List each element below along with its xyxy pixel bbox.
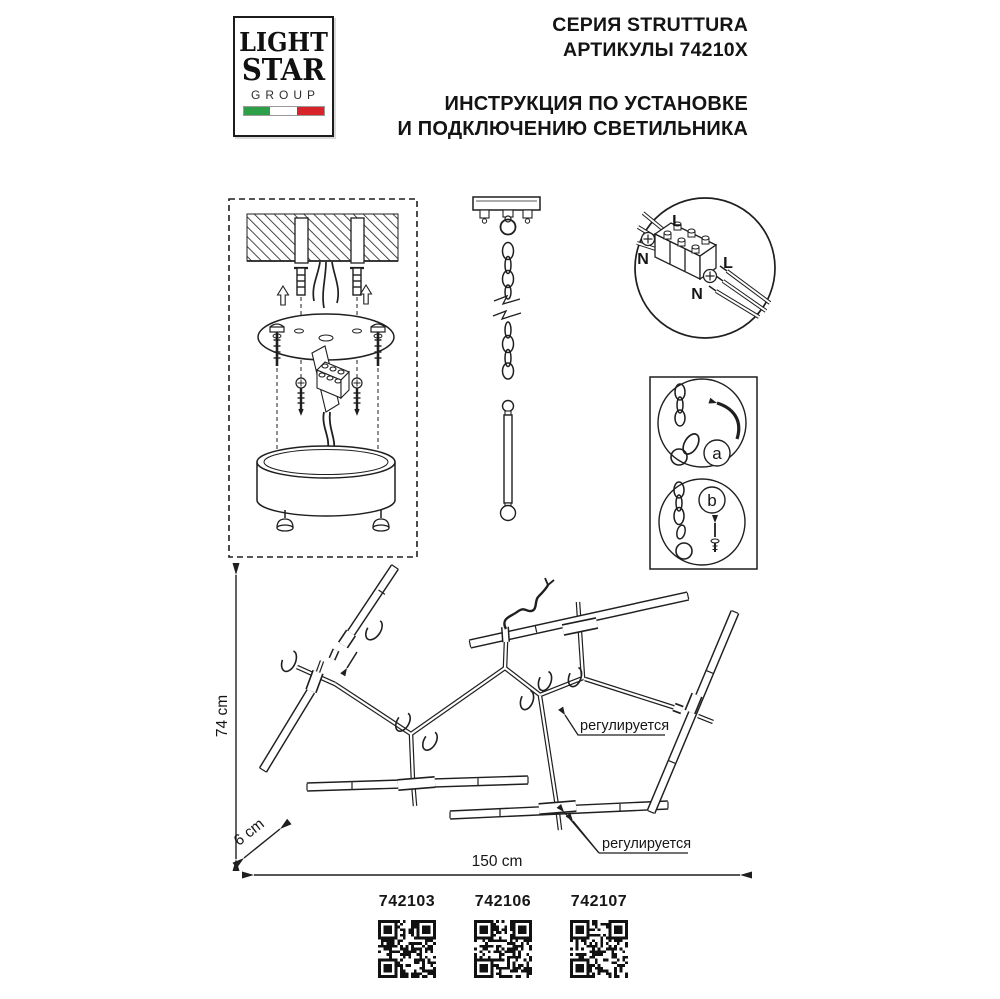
label-line-bottom: L [723, 255, 733, 272]
canopy [257, 446, 395, 516]
ground-screw-icon [704, 270, 717, 283]
power-cord [504, 578, 554, 629]
title-line1: ИНСТРУКЦИЯ ПО УСТАНОВКЕ [444, 93, 748, 115]
adjustable-leaders [564, 715, 688, 853]
tube-dimension-label: 6 cm [230, 815, 268, 850]
tapping-screw-icon [296, 378, 306, 414]
break-symbol [494, 296, 520, 304]
article-code: 742107 [570, 893, 628, 910]
series-line2: АРТИКУЛЫ 74210X [563, 39, 748, 61]
adjustable-label-1: регулируется [580, 718, 670, 734]
logo-word-light: LIGHT [239, 28, 328, 58]
label-line-top: L [672, 213, 682, 230]
article-item [378, 893, 436, 978]
mains-wires [313, 262, 338, 308]
step-a-label: a [712, 444, 722, 463]
title-line2: И ПОДКЛЮЧЕНИЮ СВЕТИЛЬНИКА [397, 118, 748, 140]
chain-adjustment-detail [650, 377, 757, 569]
break-symbol [493, 311, 521, 319]
ground-screw-icon [642, 233, 655, 246]
height-dimension-label: 74 cm [214, 694, 231, 738]
qr-code-icon [570, 920, 628, 978]
step-b-label: b [707, 491, 717, 510]
ceiling-mounting-diagram [229, 199, 417, 557]
insert-up-arrow-icon [278, 286, 289, 305]
qr-code-icon [378, 920, 436, 978]
label-neutral-top: N [637, 251, 649, 268]
wall-anchor-icon [294, 268, 308, 295]
qr-code-icon [474, 920, 532, 978]
insert-up-arrow-icon [361, 285, 372, 304]
drill-hole [295, 218, 308, 263]
suspension-parts [473, 197, 540, 521]
article-item [474, 893, 532, 978]
lamp-tubes [263, 567, 735, 815]
logo-word-star: STAR [241, 53, 326, 88]
label-neutral-bottom: N [691, 286, 703, 303]
article-code: 742103 [378, 893, 436, 910]
cap-nut-icon [373, 510, 389, 531]
attach-arrow-icon [347, 652, 357, 668]
chandelier-diagram [260, 565, 738, 853]
logo-word-group: GROUP [250, 88, 320, 102]
suspension-chain [493, 243, 521, 380]
drill-hole [351, 218, 364, 263]
ceiling-bracket [473, 197, 540, 235]
wiring-detail [635, 198, 775, 338]
series-line1: СЕРИЯ STRUTTURA [552, 14, 748, 36]
adjustable-label-2: регулируется [602, 836, 692, 852]
article-code: 742106 [474, 893, 532, 910]
suspension-rod [501, 401, 516, 521]
rotation-arrow-icon [279, 617, 584, 752]
width-dimension-label: 150 cm [471, 853, 523, 870]
tapping-screw-icon [352, 378, 362, 414]
article-item [570, 893, 628, 978]
